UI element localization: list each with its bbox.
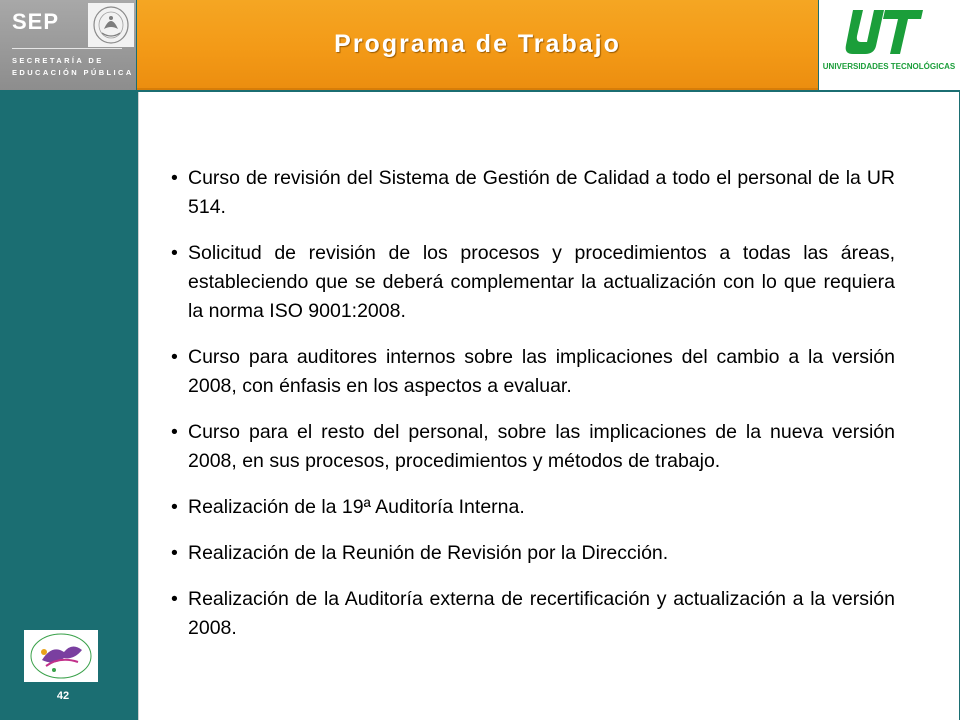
bullet-item [171,343,895,401]
bullet-text: Solicitud de revisión de los procesos y procedimientos a todas las áreas, estableciendo que se deberá complementar la actualización con lo que requiera la norma ISO 9001:2008. [188,242,895,322]
bullet-list [171,164,895,660]
bullet-dot-icon: • [171,346,178,368]
content-area [138,92,959,720]
bullet-text: Curso para auditores internos sobre las implicaciones del cambio a la versión 2008, con énfasis en los aspectos a evaluar. [188,346,895,397]
ut-logo-block [819,0,960,90]
ut-subtitle: UNIVERSIDADES TECNOLÓGICAS [822,62,956,71]
bullet-text: Realización de la Auditoría externa de recertificación y actualización a la versión 2008. [188,588,895,639]
sep-divider [12,48,122,49]
bullet-text: Realización de la 19ª Auditoría Interna. [188,496,525,518]
bullet-item [171,164,895,222]
bullet-text: Curso para el resto del personal, sobre las implicaciones de la nueva versión 2008, en sus procesos, procedimientos y métodos de trabajo. [188,421,895,472]
bullet-item [171,539,895,568]
title-bar [137,0,818,90]
bullet-dot-icon: • [171,421,178,443]
institutional-logo-icon [24,630,98,682]
bullet-text: Realización de la Reunión de Revisión por la Dirección. [188,542,669,564]
sep-subtitle-line1: SECRETARÍA DE [12,56,104,65]
bullet-item [171,585,895,643]
bullet-dot-icon: • [171,242,178,264]
mexican-seal-icon [88,3,134,47]
sep-logo-text: SEP [12,9,60,34]
bullet-item [171,239,895,326]
bullet-dot-icon: • [171,588,178,610]
sidebar [0,90,136,720]
ut-logo-icon [819,0,960,62]
bullet-dot-icon: • [171,496,178,518]
page-number: 42 [56,690,70,702]
page-title: Programa de Trabajo [334,30,621,58]
bullet-item [171,493,895,522]
sep-header-block [0,0,136,90]
bullet-dot-icon: • [171,542,178,564]
sep-subtitle-line2: EDUCACIÓN PÚBLICA [12,68,134,77]
bullet-text: Curso de revisión del Sistema de Gestión de Calidad a todo el personal de la UR 514. [188,167,895,218]
bullet-item [171,418,895,476]
bullet-dot-icon: • [171,167,178,189]
